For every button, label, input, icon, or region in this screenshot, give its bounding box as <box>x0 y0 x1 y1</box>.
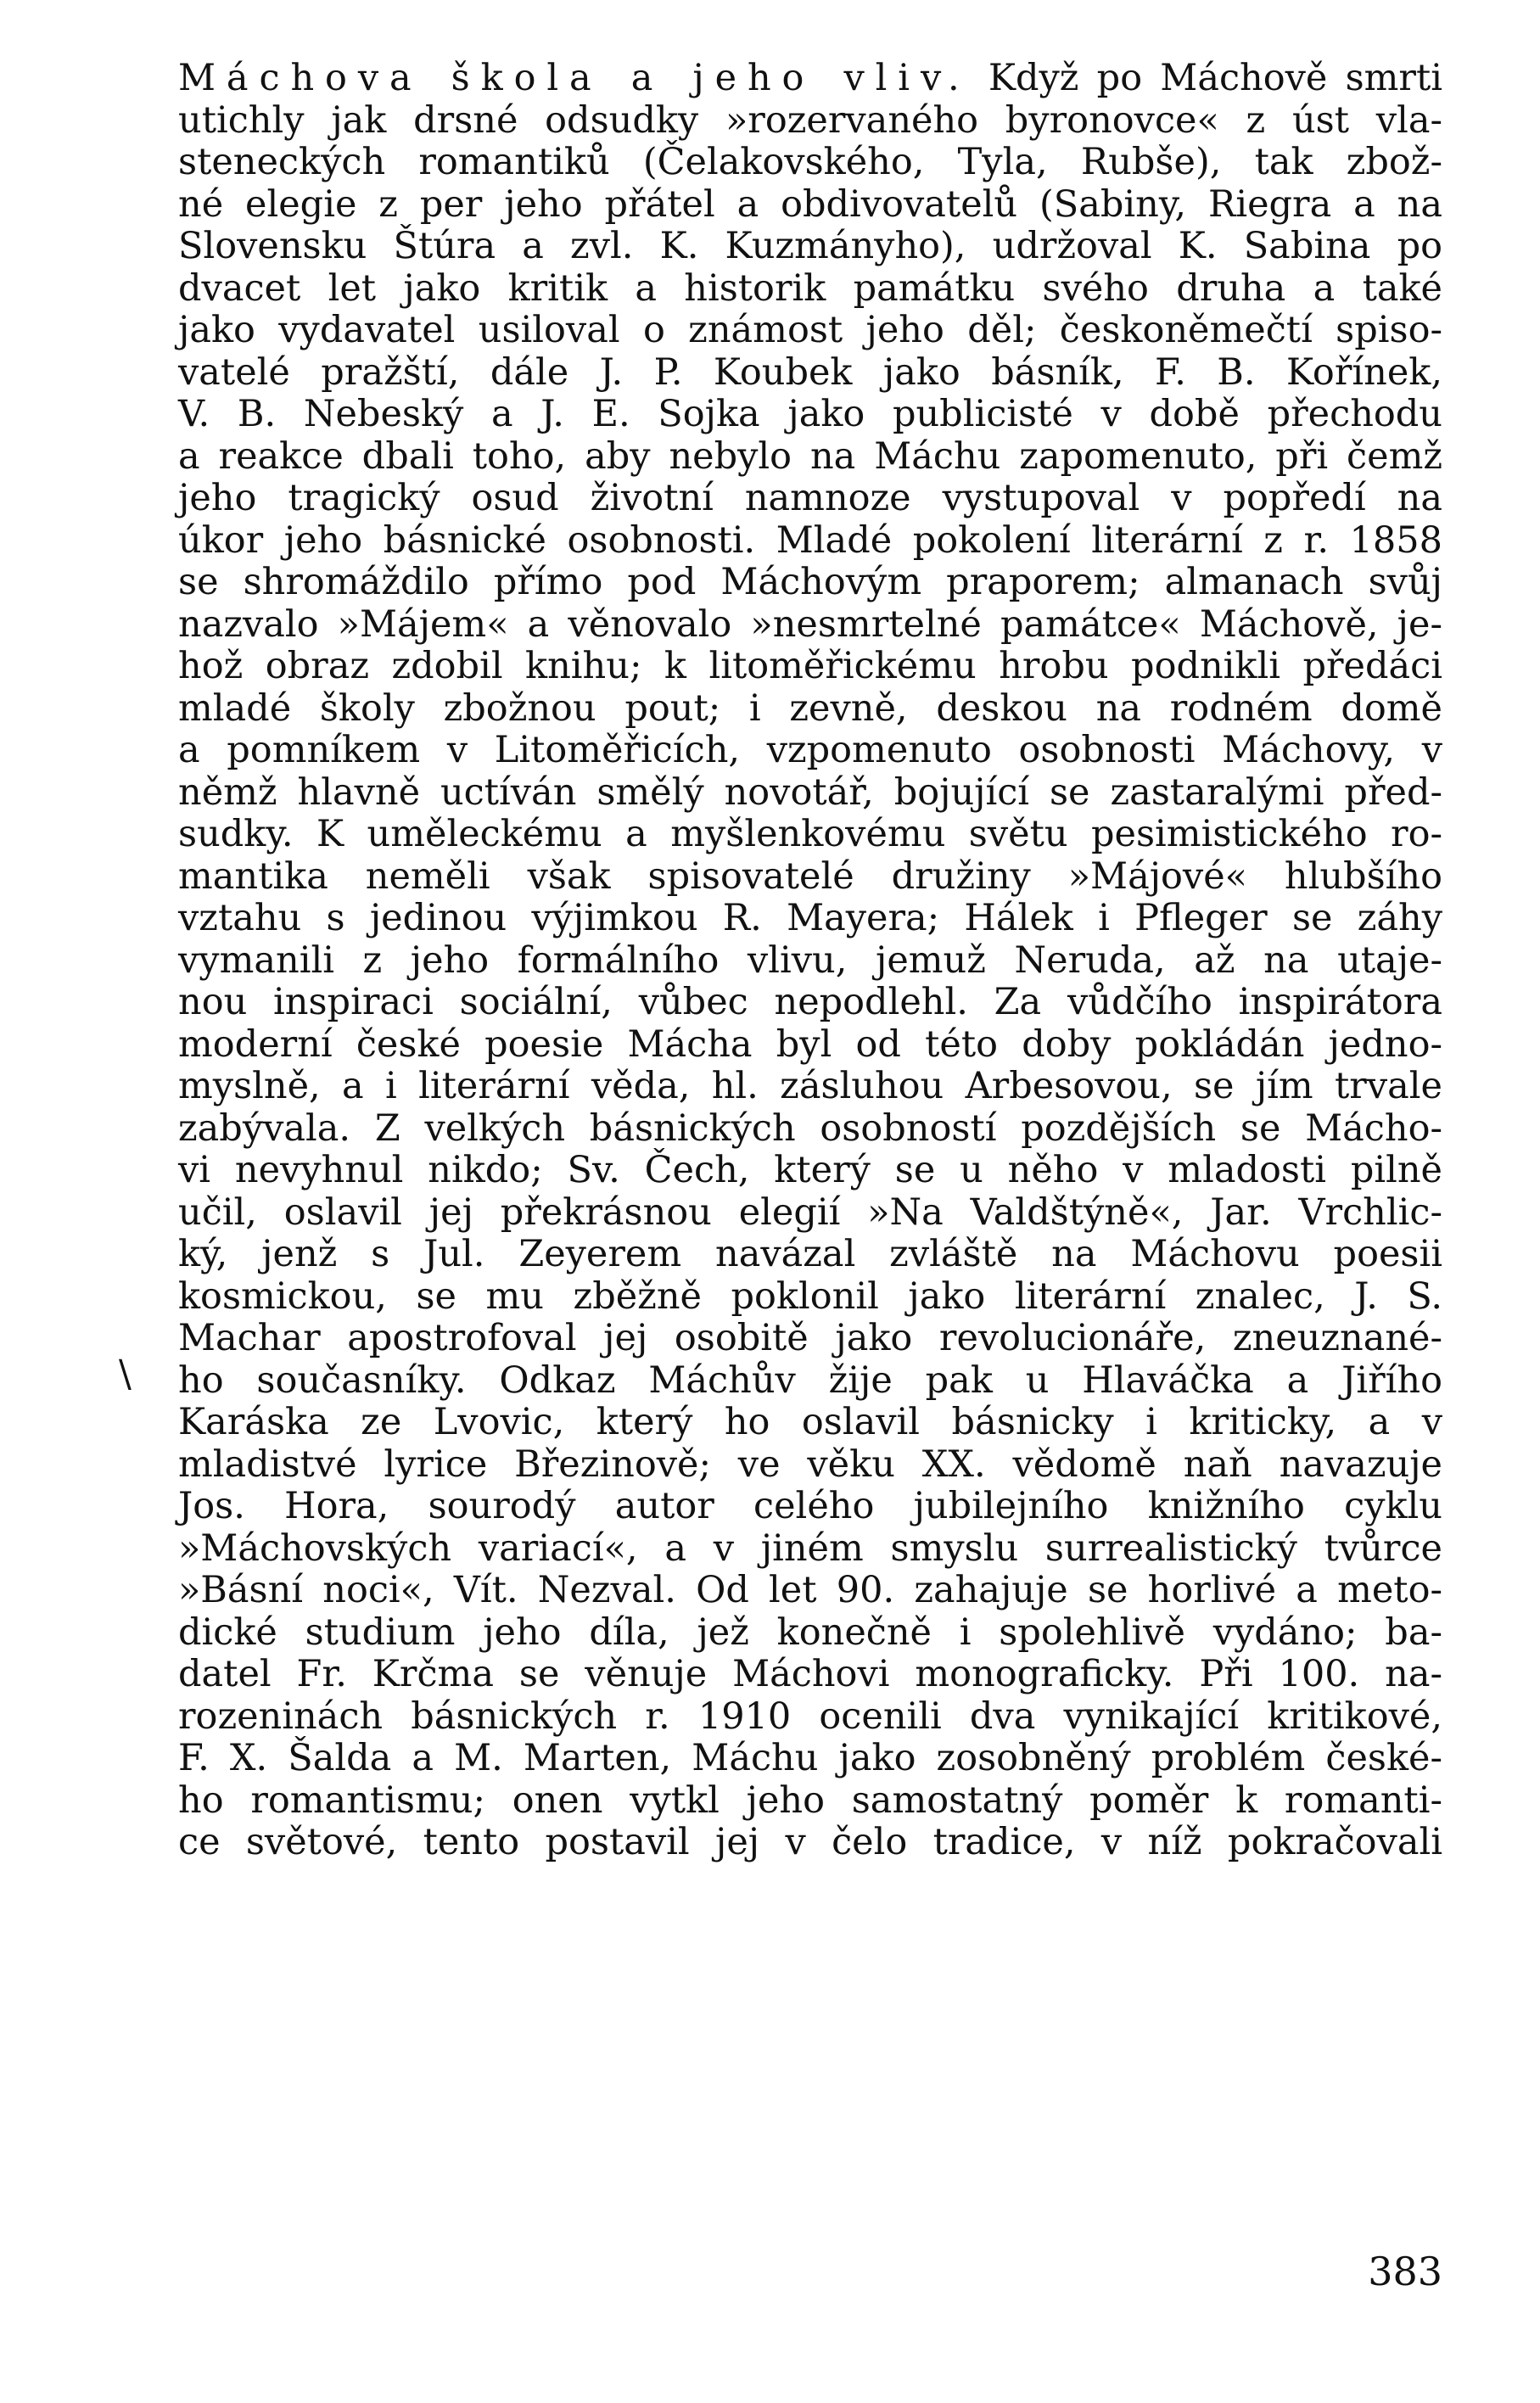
text-line: učil, oslavil jej překrásnou elegií »Na Valdštýně«, Jar. Vrchlic- <box>178 1190 1442 1234</box>
text-line: »Máchovských variací«, a v jiném smyslu surrealistický tvůrce <box>178 1526 1442 1570</box>
text-line: ce světové, tento postavil jej v čelo tradice, v níž pokračovali <box>178 1821 1442 1863</box>
text-line: vi nevyhnul nikdo; Sv. Čech, který se u něho v mladosti pilně <box>178 1149 1442 1191</box>
text-line: dické studium jeho díla, jež konečně i spolehlivě vydáno; ba- <box>178 1610 1442 1654</box>
text-line: datel Fr. Krčma se věnuje Máchovi monograficky. Při 100. na- <box>178 1653 1442 1695</box>
text-line: steneckých romantiků (Čelakovského, Tyla, Rubše), tak zbož- <box>178 141 1442 183</box>
text-line: a pomníkem v Litoměřicích, vzpomenuto osobnosti Máchovy, v <box>178 729 1442 771</box>
text-line: ký, jenž s Jul. Zeyerem navázal zvláště na Máchovu poesii <box>178 1233 1442 1275</box>
text-line: ho romantismu; onen vytkl jeho samostatný poměr k romanti- <box>178 1778 1442 1822</box>
text-line: hož obraz zdobil knihu; k litoměřickému hrobu podnikli předáci <box>178 645 1442 687</box>
text-line: jeho tragický osud životní namnoze vystupoval v popředí na <box>178 477 1442 519</box>
text-line: mantika neměli však spisovatelé družiny »Májové« hlubšího <box>178 854 1442 898</box>
text-line: V. B. Nebeský a J. E. Sojka jako publicisté v době přechodu <box>178 393 1442 435</box>
text-line: né elegie z per jeho přátel a obdivovatelů (Sabiny, Riegra a na <box>178 182 1442 226</box>
text-line: rozeninách básnických r. 1910 ocenili dva vynikající kritikové, <box>178 1694 1442 1738</box>
text-line: myslně, a i literární věda, hl. zásluhou Arbesovou, se jím trvale <box>178 1065 1442 1107</box>
text-line: zabývala. Z velkých básnických osobností pozdějších se Mácho- <box>178 1106 1442 1150</box>
section-heading: Máchova škola a jeho vliv. <box>178 57 971 99</box>
text-line: vymanili z jeho formálního vlivu, jemuž Neruda, až na utaje- <box>178 938 1442 982</box>
text-line: Jos. Hora, sourodý autor celého jubilejního knižního cyklu <box>178 1485 1442 1527</box>
text-line: Slovensku Štúra a zvl. K. Kuzmányho), udržoval K. Sabina po <box>178 225 1442 267</box>
text-line: vatelé pražští, dále J. P. Koubek jako básník, F. B. Kořínek, <box>178 350 1442 394</box>
text-line: dvacet let jako kritik a historik památku svého druha a také <box>178 266 1442 310</box>
text-line: mladé školy zbožnou pout; i zevně, deskou na rodném domě <box>178 686 1442 730</box>
text-line-1-rest: Když po Máchově smrti <box>988 57 1443 99</box>
text-line: F. X. Šalda a M. Marten, Máchu jako zosobněný problém české- <box>178 1737 1442 1779</box>
text-line: Machar apostrofoval jej osobitě jako revolucionáře, zneuznané- <box>178 1317 1442 1359</box>
text-line: sudky. K uměleckému a myšlenkovému světu pesimistického ro- <box>178 813 1442 855</box>
text-line: se shromáždilo přímo pod Máchovým praporem; almanach svůj <box>178 561 1442 603</box>
text-line: kosmickou, se mu zběžně poklonil jako literární znalec, J. S. <box>178 1274 1442 1318</box>
text-line: utichly jak drsné odsudky »rozervaného byronovce« z úst vla- <box>178 98 1442 142</box>
text-line: ho současníky. Odkaz Máchův žije pak u Hlaváčka a Jiřího <box>178 1358 1442 1402</box>
text-line: nou inspiraci sociální, vůbec nepodlehl. Za vůdčího inspirátora <box>178 981 1442 1023</box>
text-line: mladistvé lyrice Březinově; ve věku XX. vědomě naň navazuje <box>178 1442 1442 1486</box>
text-line: nazvalo »Májem« a věnovalo »nesmrtelné památce« Máchově, je- <box>178 602 1442 646</box>
text-line: němž hlavně uctíván smělý novotář, bojující se zastaralými před- <box>178 770 1442 814</box>
text-line: moderní české poesie Mácha byl od této doby pokládán jedno- <box>178 1022 1442 1066</box>
text-line: Karáska ze Lvovic, který ho oslavil básnicky i kriticky, a v <box>178 1401 1442 1443</box>
text-line: úkor jeho básnické osobnosti. Mladé pokolení literární z r. 1858 <box>178 518 1442 562</box>
text-line: jako vydavatel usiloval o známost jeho děl; českoněmečtí spiso- <box>178 309 1442 351</box>
text-line: vztahu s jedinou výjimkou R. Mayera; Hálek i Pfleger se záhy <box>178 897 1442 939</box>
margin-mark: \ <box>119 1353 132 1396</box>
text-line-1 <box>178 58 1442 100</box>
text-line: »Básní noci«, Vít. Nezval. Od let 90. zahajuje se horlivé a meto- <box>178 1569 1442 1611</box>
body-text <box>178 58 1442 1864</box>
text-line: a reakce dbali toho, aby nebylo na Máchu zapomenuto, při čemž <box>178 434 1442 478</box>
page-number: 383 <box>1368 2249 1442 2294</box>
